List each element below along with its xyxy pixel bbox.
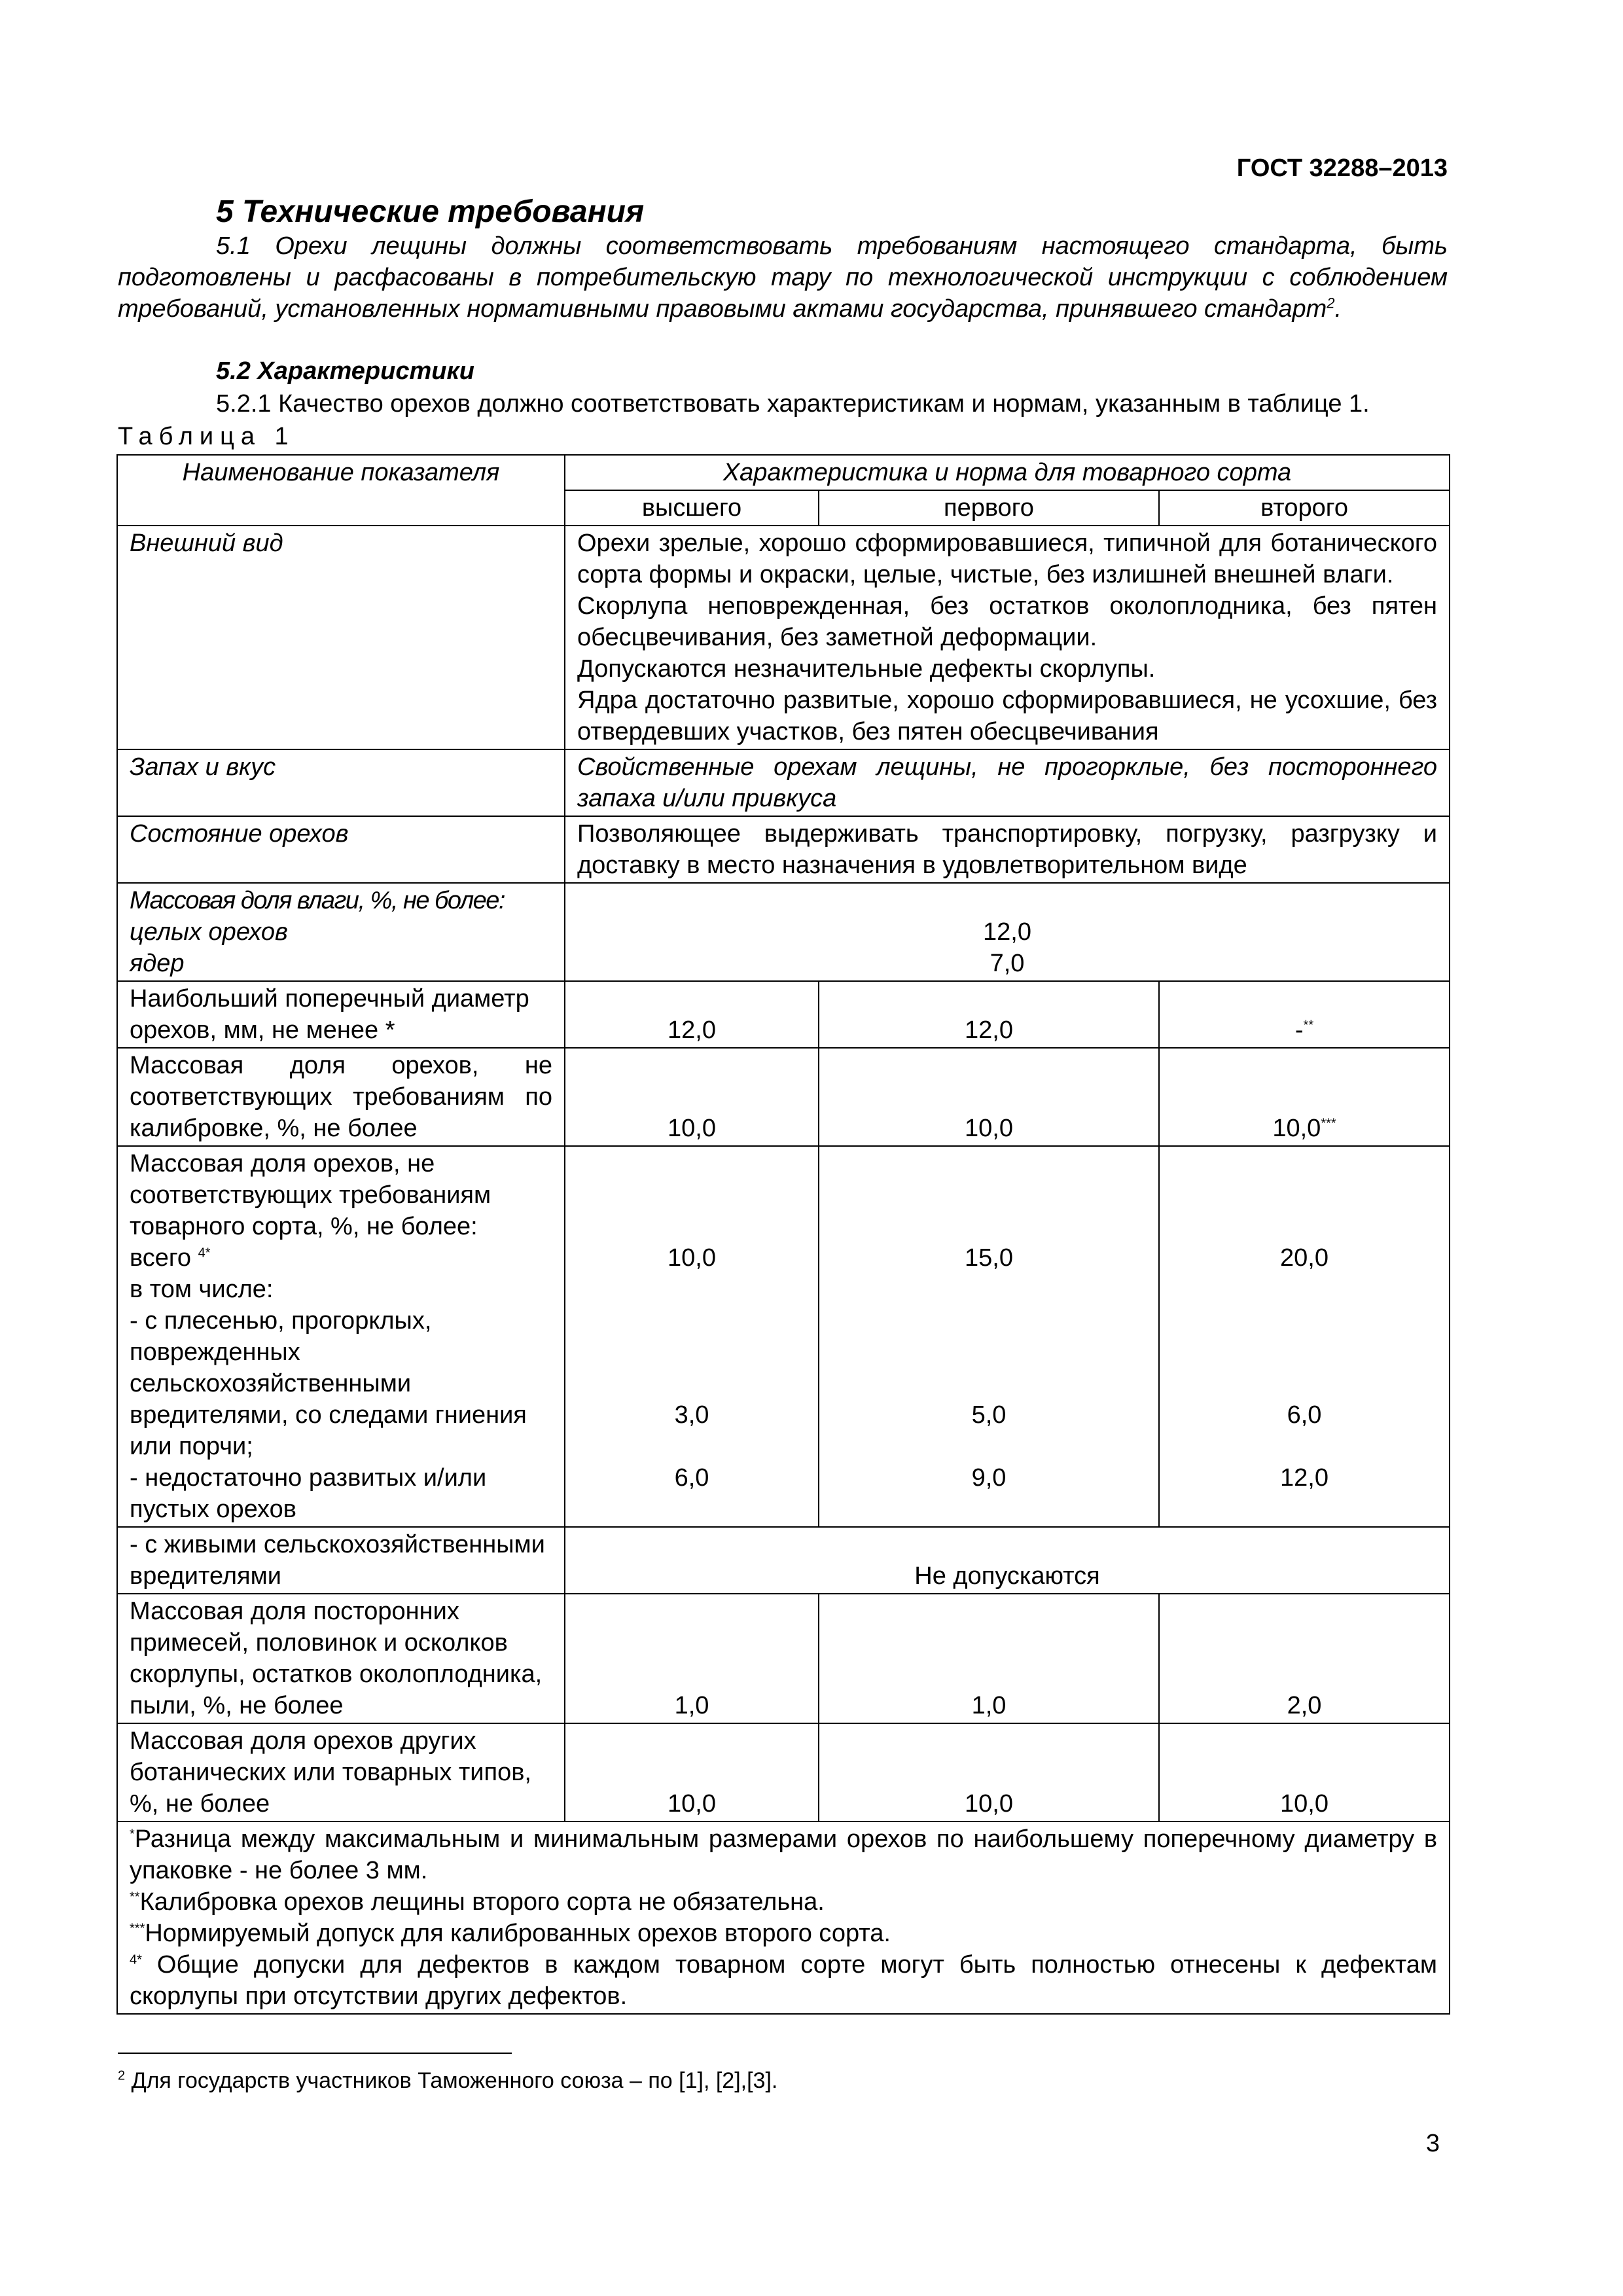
footnote-ref-2: 2 bbox=[1327, 295, 1335, 312]
table-note: ***Нормируемый допуск для калиброванных орехов второго сорта. bbox=[130, 1920, 891, 1947]
row-value-smell: Свойственные орехам лещины, не прогорклые, без постороннего запаха и/или привкуса bbox=[565, 749, 1450, 816]
table-note: *Разница между максимальным и минимальным размерами орехов по наибольшему поперечному диаметру в упаковке - не более 3 мм. bbox=[130, 1825, 1438, 1884]
value-cell: 12,0 bbox=[819, 981, 1159, 1048]
value-cell: 1,0 bbox=[565, 1594, 819, 1723]
row-name-diameter: Наибольший поперечный диаметр орехов, мм, не менее * bbox=[117, 981, 565, 1048]
row-value-appearance: Орехи зрелые, хорошо сформировавшиеся, типичной для ботанического сорта формы и окраски, целые, чистые, без излишней внешней влаги. Скорлупа неповрежденная, без остатков околоплодника, без пятен обесцвечивания, без заметной деформации. Допускаются незначительные дефекты скорлупы. Ядра достаточно развитые, хорошо сформировавшиеся, не усохшие, без отвердевших участков, без пятен обесцвечивания bbox=[565, 526, 1450, 749]
table-row bbox=[117, 981, 1450, 1048]
value-cell: 10,0 3,0 6,0 bbox=[565, 1146, 819, 1527]
table-row bbox=[117, 749, 1450, 816]
value-cell: 1,0 bbox=[819, 1594, 1159, 1723]
standard-id: ГОСТ 32288–2013 bbox=[1236, 154, 1448, 182]
value-cell: 10,0 bbox=[565, 1048, 819, 1146]
row-name-appearance: Внешний вид bbox=[117, 526, 565, 749]
table-note: $^{4*}$ Общие допуски для дефектов в каждом товарном сорте могут быть полностью отнесены к дефектам скорлупы при отсутствии других дефектов. bbox=[130, 1951, 1438, 2010]
value-cell: 10,0*** bbox=[1159, 1048, 1450, 1146]
row-value-condition: Позволяющее выдерживать транспортировку, погрузку, разгрузку и доставку в место назначения в удовлетворительном виде bbox=[565, 816, 1450, 883]
table-row bbox=[117, 1527, 1450, 1594]
note-ref: ** bbox=[1303, 1018, 1314, 1033]
table-row bbox=[117, 1723, 1450, 1821]
table-row bbox=[117, 1146, 1450, 1527]
note-ref: *** bbox=[1321, 1116, 1336, 1131]
header-grade-highest: высшего bbox=[565, 490, 819, 526]
row-name-condition: Состояние орехов bbox=[117, 816, 565, 883]
row-name-moisture: Массовая доля влаги, %, не более: целых орехов ядер bbox=[117, 883, 565, 981]
footnote-divider bbox=[118, 2053, 512, 2054]
header-indicator-name: Наименование показателя bbox=[117, 455, 565, 526]
row-name-smell: Запах и вкус bbox=[117, 749, 565, 816]
paragraph-5-2-1: 5.2.1 Качество орехов должно соответствовать характеристикам и нормам, указанным в таблице 1. bbox=[216, 390, 1370, 418]
paragraph-5-1: 5.1 Орехи лещины должны соответствовать требованиям настоящего стандарта, быть подготовлены и расфасованы в потребительскую тару по технологической инструкции с соблюдением требований, установленных нормативными правовыми актами государства, принявшего стандарт$^2$. bbox=[118, 232, 1448, 323]
row-value-moisture: 12,0 7,0 bbox=[565, 883, 1450, 981]
value-cell: 15,0 5,0 9,0 bbox=[819, 1146, 1159, 1527]
value-cell: 10,0 bbox=[565, 1723, 819, 1821]
header-grade-group: Характеристика и норма для товарного сорта bbox=[565, 455, 1450, 490]
table-row bbox=[117, 883, 1450, 981]
row-name-pests: - с живыми сельскохозяйственными вредителями bbox=[117, 1527, 565, 1594]
row-name-calibration: Массовая доля орехов, не соответствующих требованиям по калибровке, %, не более bbox=[117, 1048, 565, 1146]
table-header-row bbox=[117, 455, 1450, 490]
header-grade-first: первого bbox=[819, 490, 1159, 526]
table-note: **Калибровка орехов лещины второго сорта не обязательна. bbox=[130, 1888, 825, 1916]
characteristics-table bbox=[116, 454, 1450, 2015]
value-cell: 10,0 bbox=[819, 1723, 1159, 1821]
table-notes-row bbox=[117, 1821, 1450, 2014]
row-value-pests: Не допускаются bbox=[565, 1527, 1450, 1594]
value-cell: 20,0 6,0 12,0 bbox=[1159, 1146, 1450, 1527]
value-cell: 2,0 bbox=[1159, 1594, 1450, 1723]
table-row bbox=[117, 526, 1450, 749]
table-row bbox=[117, 1048, 1450, 1146]
row-name-impurities: Массовая доля посторонних примесей, половинок и осколков скорлупы, остатков околоплодника, пыли, %, не более bbox=[117, 1594, 565, 1723]
table-caption: Таблица 1 bbox=[118, 423, 295, 450]
section-title: 5 Технические требования bbox=[216, 194, 645, 229]
page-number: 3 bbox=[1425, 2130, 1440, 2157]
value-cell: 10,0 bbox=[1159, 1723, 1450, 1821]
value-cell: 10,0 bbox=[819, 1048, 1159, 1146]
row-name-other-types: Массовая доля орехов других ботанических или товарных типов, %, не более bbox=[117, 1723, 565, 1821]
value-cell: 12,0 bbox=[565, 981, 819, 1048]
note-ref: 4* bbox=[198, 1246, 211, 1261]
row-name-grade-total: Массовая доля орехов, не соответствующих требованиям товарного сорта, %, не более: всего $^{4*}$ в том числе: - с плесенью, прогорклых, поврежденных сельскохозяйственными вредителями, со следами гниения или порчи; - недостаточно развитых и/или пустых орехов bbox=[117, 1146, 565, 1527]
subsection-title: 5.2 Характеристики bbox=[216, 357, 474, 385]
table-notes bbox=[117, 1821, 1450, 2014]
table-row bbox=[117, 816, 1450, 883]
table-row bbox=[117, 1594, 1450, 1723]
value-cell: -** bbox=[1159, 981, 1450, 1048]
header-grade-second: второго bbox=[1159, 490, 1450, 526]
footnote: $^2$ Для государств участников Таможенного союза – по [1], [2],[3]. bbox=[118, 2068, 778, 2093]
